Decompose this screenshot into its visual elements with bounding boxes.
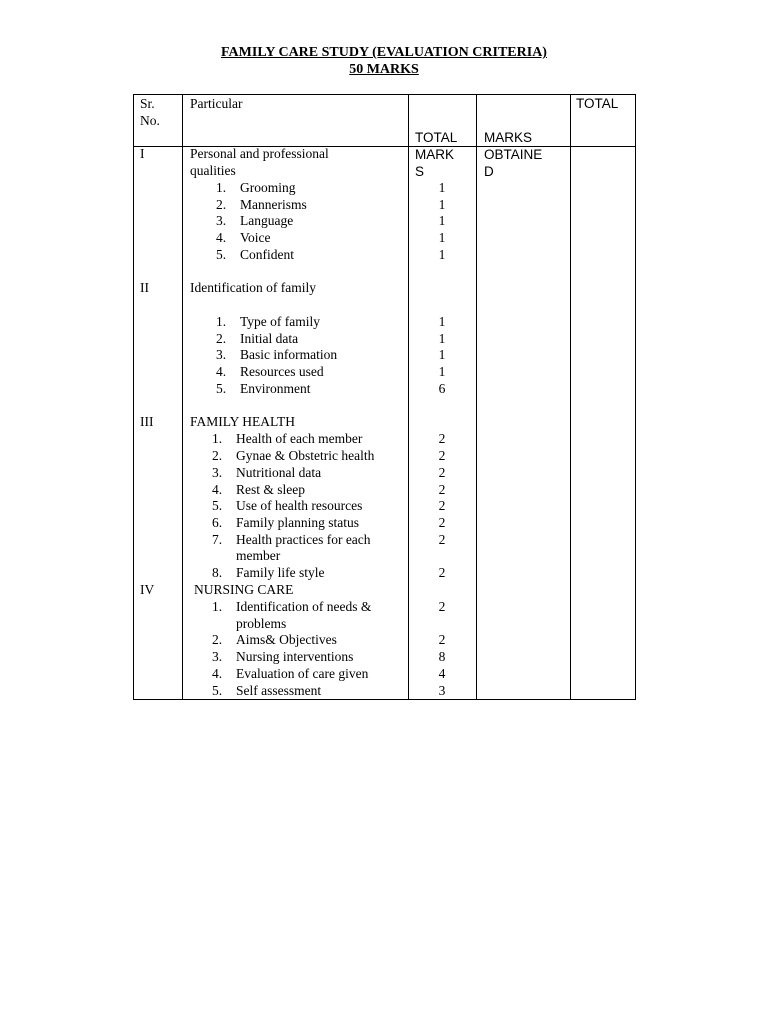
item-number: 1. [216,180,227,195]
item-label: Initial data [240,331,299,346]
section-heading: Personal and professional [190,146,329,161]
evaluation-table [133,94,636,700]
item-label: Language [240,213,294,228]
section-heading: qualities [190,163,236,178]
item-number: 6. [212,515,223,530]
item-number: 4. [212,666,223,681]
item-label: Grooming [240,180,296,195]
item-label: Nutritional data [236,465,322,480]
item-label: Mannerisms [240,197,307,212]
item-marks: 1 [438,364,446,379]
item-label: Health practices for each [236,532,371,547]
header-marks-obtained: MARKS OBTAINE D [484,130,543,179]
item-marks: 8 [438,649,446,664]
item-number: 4. [216,230,227,245]
item-number: 3. [216,347,227,362]
item-label: problems [236,616,287,631]
item-marks: 2 [438,515,446,530]
item-label: Resources used [240,364,324,379]
item-number: 2. [212,448,223,463]
item-marks: 2 [438,465,446,480]
section-heading: FAMILY HEALTH [190,414,296,429]
item-label: Family life style [236,565,325,580]
item-label: Type of family [240,314,321,329]
item-number: 3. [212,649,223,664]
item-number: 1. [216,314,227,329]
item-marks: 1 [438,230,446,245]
column-divider [182,94,183,700]
item-label: Environment [240,381,311,396]
item-label: Aims& Objectives [236,632,337,647]
item-number: 5. [212,683,223,698]
item-marks: 1 [438,180,446,195]
item-label: Rest & sleep [236,482,305,497]
item-marks: 4 [438,666,446,681]
item-label: Evaluation of care given [236,666,369,681]
column-divider [570,94,571,700]
item-number: 2. [216,197,227,212]
header-particular: Particular [190,96,243,111]
item-number: 5. [216,247,227,262]
item-number: 3. [216,213,227,228]
item-marks: 2 [438,632,446,647]
item-label: Voice [240,230,271,245]
item-label: Use of health resources [236,498,363,513]
section-heading: Identification of family [190,280,316,295]
header-sr-no: Sr. No. [140,96,160,128]
item-label: Basic information [240,347,338,362]
item-marks: 1 [438,347,446,362]
item-number: 3. [212,465,223,480]
item-marks: 6 [438,381,446,396]
item-marks: 2 [438,482,446,497]
item-marks: 2 [438,565,446,580]
item-number: 5. [212,498,223,513]
item-label: Nursing interventions [236,649,354,664]
item-marks: 2 [438,532,446,547]
item-number: 4. [212,482,223,497]
item-marks: 2 [438,431,446,446]
item-marks: 2 [438,599,446,614]
section-sr-no: IV [140,582,155,597]
item-label: Health of each member [236,431,363,446]
item-label: Gynae & Obstetric health [236,448,375,463]
item-number: 1. [212,599,223,614]
section-heading: NURSING CARE [194,582,294,597]
item-number: 2. [212,632,223,647]
section-sr-no: I [140,146,145,161]
item-marks: 3 [438,683,446,698]
item-number: 1. [212,431,223,446]
document-title: FAMILY CARE STUDY (EVALUATION CRITERIA) [221,45,547,60]
item-number: 7. [212,532,223,547]
item-label: Identification of needs & [236,599,372,614]
item-marks: 1 [438,197,446,212]
item-marks: 1 [438,213,446,228]
column-divider [476,94,477,700]
item-marks: 1 [438,247,446,262]
item-label: member [236,548,281,563]
item-marks: 1 [438,331,446,346]
item-label: Confident [240,247,294,262]
item-label: Self assessment [236,683,322,698]
item-number: 2. [216,331,227,346]
item-marks: 1 [438,314,446,329]
item-number: 4. [216,364,227,379]
item-marks: 2 [438,448,446,463]
document-subtitle: 50 MARKS [349,62,419,77]
item-label: Family planning status [236,515,359,530]
section-sr-no: III [140,414,154,429]
item-marks: 2 [438,498,446,513]
item-number: 5. [216,381,227,396]
header-total: TOTAL [576,96,619,111]
item-number: 8. [212,565,223,580]
section-sr-no: II [140,280,149,295]
table-border [133,94,636,700]
header-total-marks: TOTAL MARK S [415,130,458,179]
